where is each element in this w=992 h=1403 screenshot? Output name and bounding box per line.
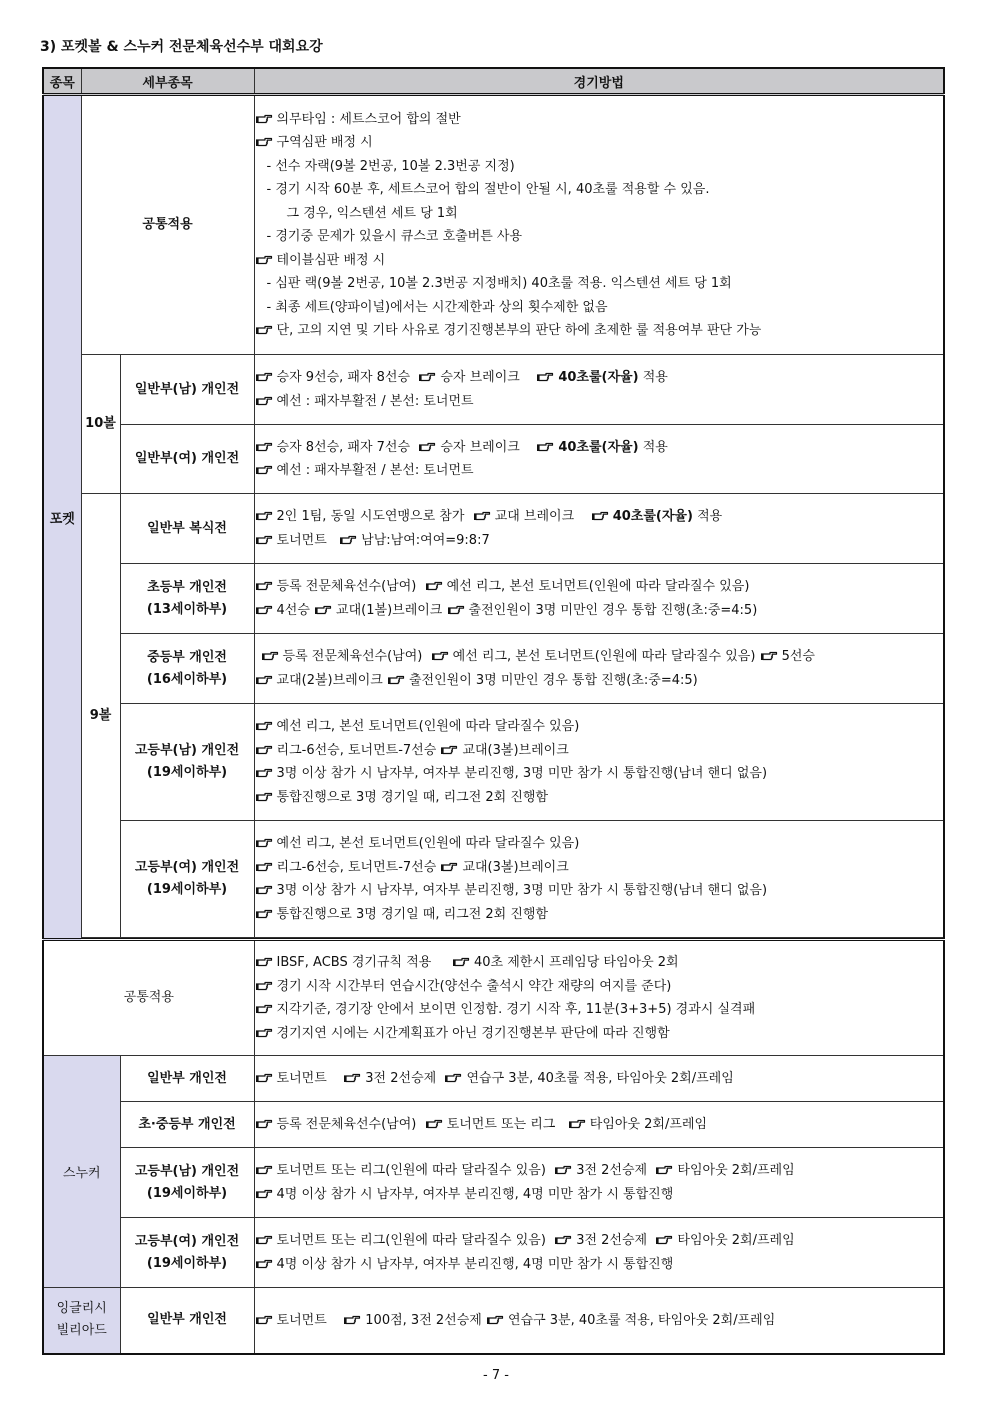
pointing-hand-icon: [255, 529, 277, 553]
table-row: [43, 1148, 944, 1218]
pointing-hand-icon: [444, 1067, 466, 1091]
pointing-hand-icon: [554, 1229, 576, 1253]
pointing-hand-icon: [536, 436, 558, 460]
table-row: [43, 1288, 944, 1354]
pointing-hand-icon: [473, 505, 495, 529]
method-cell: 등록 전문체육선수(남여) 예선 리그, 본선 토너먼트(인원에 따라 달라질수 있음) 5선승 교대(2볼)브레이크 출전인원이 3명 미만인 경우 통합 진행(초:중=4:5): [254, 634, 944, 704]
pointing-hand-icon: [255, 998, 277, 1022]
pointing-hand-icon: [255, 436, 277, 460]
pointing-hand-icon: [536, 366, 558, 390]
pointing-hand-icon: [255, 1022, 277, 1046]
pointing-hand-icon: [255, 1229, 277, 1253]
pointing-hand-icon: [655, 1229, 677, 1253]
table-row: [43, 95, 944, 355]
pointing-hand-icon: [255, 669, 277, 693]
pointing-hand-icon: [255, 249, 277, 273]
method-cell: 토너먼트 또는 리그(인원에 따라 달라질수 있음) 3전 2선승제 타임아웃 2회/프레임 4명 이상 참가 시 남자부, 여자부 분리진행, 4명 미만 참가 시 통합진행: [254, 1148, 944, 1218]
ball-9-label: 9볼: [81, 494, 120, 938]
table-row: [43, 425, 944, 494]
table-row: [43, 940, 944, 1056]
pointing-hand-icon: [255, 786, 277, 810]
pointing-hand-icon: [486, 1309, 508, 1333]
pointing-hand-icon: [343, 1067, 365, 1091]
pointing-hand-icon: [255, 1113, 277, 1137]
method-cell: IBSF, ACBS 경기규칙 적용 40초 제한시 프레임당 타임아웃 2회 경기 시작 시간부터 연습시간(양선수 출석시 약간 재량의 여지를 준다) 지각기준, 경기장 안에서 보이면 인정함. 경기 시작 후, 11분(3+3+5) 경과시 실격패 경기지연 시에는 시간계획표가 아닌 경기진행본부 판단에 따라 진행함: [254, 940, 944, 1056]
sub-event-common: 공통적용: [81, 95, 254, 355]
pointing-hand-icon: [255, 879, 277, 903]
sub-event-high-women: 고등부(여) 개인전 (19세이하부): [120, 1218, 254, 1288]
sub-event-general: 일반부 개인전: [120, 1056, 254, 1102]
pointing-hand-icon: [255, 715, 277, 739]
method-cell: 토너먼트 3전 2선승제 연습구 3분, 40초룰 적용, 타임아웃 2회/프레임: [254, 1056, 944, 1102]
event-english-billiards: 잉글리시 빌리아드: [43, 1288, 120, 1354]
pointing-hand-icon: [255, 319, 277, 343]
pointing-hand-icon: [255, 1253, 277, 1277]
pointing-hand-icon: [554, 1159, 576, 1183]
pointing-hand-icon: [255, 762, 277, 786]
pointing-hand-icon: [255, 903, 277, 927]
competition-rules-table: [42, 67, 945, 1355]
pointing-hand-icon: [255, 131, 277, 155]
pointing-hand-icon: [255, 739, 277, 763]
sub-event-general: 일반부 개인전: [120, 1288, 254, 1354]
pointing-hand-icon: [255, 459, 277, 483]
pointing-hand-icon: [343, 1309, 365, 1333]
header-event: 종목: [43, 68, 81, 95]
pointing-hand-icon: [255, 366, 277, 390]
sub-event-women: 일반부(여) 개인전: [120, 425, 254, 494]
sub-event-middle: 중등부 개인전 (16세이하부): [120, 634, 254, 704]
table-row: [43, 564, 944, 634]
table-row: [43, 821, 944, 938]
pointing-hand-icon: [255, 1067, 277, 1091]
pointing-hand-icon: [655, 1159, 677, 1183]
table-row: [43, 494, 944, 564]
pointing-hand-icon: [255, 599, 277, 623]
sub-event-doubles: 일반부 복식전: [120, 494, 254, 564]
event-pocket: 포켓: [43, 95, 81, 940]
table-row: [43, 1056, 944, 1102]
method-cell: 의무타임 : 세트스코어 합의 절반 구역심판 배정 시 - 선수 자랙(9볼 2번공, 10볼 2.3번공 지정) - 경기 시작 60분 후, 세트스코어 합의 절반이 안될 시, 40초룰 적용할 수 있음. 그 경우, 익스텐션 세트 당 1회 - 경기중 문제가 있을시 큐스코 호출버튼 사용 테이블심판 배정 시 - 심판 랙(9볼 2번공, 10볼 2.3번공 지정배치) 40초룰 적용. 익스텐션 세트 당 1회 - 최종 세트(양파이널)에서는 시간제한과 상의 횟수제한 없음 단, 고의 지연 및 기타 사유로 경기진행본부의 판단 하에 초제한 룰 적용여부 판단 가능: [254, 95, 944, 355]
sub-event-elementary: 초등부 개인전 (13세이하부): [120, 564, 254, 634]
pointing-hand-icon: [591, 505, 613, 529]
pointing-hand-icon: [255, 856, 277, 880]
pointing-hand-icon: [255, 1183, 277, 1207]
ball-10-label: 10볼: [81, 355, 120, 494]
method-cell: 승자 8선승, 패자 7선승 승자 브레이크 40초룰(자율) 적용 예선 : 패자부활전 / 본선: 토너먼트: [254, 425, 944, 494]
pointing-hand-icon: [255, 390, 277, 414]
pointing-hand-icon: [425, 575, 447, 599]
method-cell: 등록 전문체육선수(남여) 예선 리그, 본선 토너먼트(인원에 따라 달라질수 있음) 4선승 교대(1볼)브레이크 출전인원이 3명 미만인 경우 통합 진행(초:중=4:5): [254, 564, 944, 634]
header-sub-event: 세부종목: [81, 68, 254, 95]
method-cell: 승자 9선승, 패자 8선승 승자 브레이크 40초룰(자율) 적용 예선 : 패자부활전 / 본선: 토너먼트: [254, 355, 944, 425]
sub-event-high-men: 고등부(남) 개인전 (19세이하부): [120, 1148, 254, 1218]
page-number: - 7 -: [483, 1368, 509, 1383]
table-row: [43, 634, 944, 704]
sub-event-common-2: 공통적용: [43, 940, 254, 1056]
pointing-hand-icon: [255, 108, 277, 132]
table-row: [43, 704, 944, 821]
pointing-hand-icon: [255, 975, 277, 999]
table-row: [43, 1102, 944, 1148]
table-row: [43, 355, 944, 425]
event-snooker: 스누커: [43, 1056, 120, 1288]
header-method: 경기방법: [254, 68, 944, 95]
pointing-hand-icon: [339, 529, 361, 553]
sub-event-elem-mid: 초·중등부 개인전: [120, 1102, 254, 1148]
pointing-hand-icon: [255, 505, 277, 529]
table-row: [43, 1218, 944, 1288]
pointing-hand-icon: [447, 599, 469, 623]
pointing-hand-icon: [425, 1113, 447, 1137]
method-cell: 예선 리그, 본선 토너먼트(인원에 따라 달라질수 있음) 리그-6선승, 토너먼트-7선승 교대(3볼)브레이크 3명 이상 참가 시 남자부, 여자부 분리진행, 3명 미만 참가 시 통합진행(남녀 핸디 없음) 통합진행으로 3명 경기일 때, 리그전 2회 진행함: [254, 821, 944, 938]
pointing-hand-icon: [255, 1159, 277, 1183]
pointing-hand-icon: [418, 366, 440, 390]
method-cell: 토너먼트 100점, 3전 2선승제 연습구 3분, 40초룰 적용, 타임아웃 2회/프레임: [254, 1288, 944, 1354]
pointing-hand-icon: [452, 951, 474, 975]
method-cell: 등록 전문체육선수(남여) 토너먼트 또는 리그 타임아웃 2회/프레임: [254, 1102, 944, 1148]
sub-event-men: 일반부(남) 개인전: [120, 355, 254, 425]
pointing-hand-icon: [387, 669, 409, 693]
pointing-hand-icon: [255, 832, 277, 856]
pointing-hand-icon: [314, 599, 336, 623]
pointing-hand-icon: [255, 575, 277, 599]
pointing-hand-icon: [255, 1309, 277, 1333]
method-cell: 2인 1팀, 동일 시도연맹으로 참가 교대 브레이크 40초룰(자율) 적용 토너먼트 남남:남여:여여=9:8:7: [254, 494, 944, 564]
pointing-hand-icon: [440, 856, 462, 880]
pointing-hand-icon: [760, 645, 782, 669]
pointing-hand-icon: [418, 436, 440, 460]
method-cell: 토너먼트 또는 리그(인원에 따라 달라질수 있음) 3전 2선승제 타임아웃 2회/프레임 4명 이상 참가 시 남자부, 여자부 분리진행, 4명 미만 참가 시 통합진행: [254, 1218, 944, 1288]
sub-event-high-men: 고등부(남) 개인전 (19세이하부): [120, 704, 254, 821]
pointing-hand-icon: [568, 1113, 590, 1137]
pointing-hand-icon: [255, 951, 277, 975]
pointing-hand-icon: [261, 645, 283, 669]
section-title: 3) 포켓볼 & 스누커 전문체육선수부 대회요강: [40, 39, 323, 55]
pointing-hand-icon: [440, 739, 462, 763]
sub-event-high-women: 고등부(여) 개인전 (19세이하부): [120, 821, 254, 938]
pointing-hand-icon: [431, 645, 453, 669]
method-cell: 예선 리그, 본선 토너먼트(인원에 따라 달라질수 있음) 리그-6선승, 토너먼트-7선승 교대(3볼)브레이크 3명 이상 참가 시 남자부, 여자부 분리진행, 3명 미만 참가 시 통합진행(남녀 핸디 없음) 통합진행으로 3명 경기일 때, 리그전 2회 진행함: [254, 704, 944, 821]
